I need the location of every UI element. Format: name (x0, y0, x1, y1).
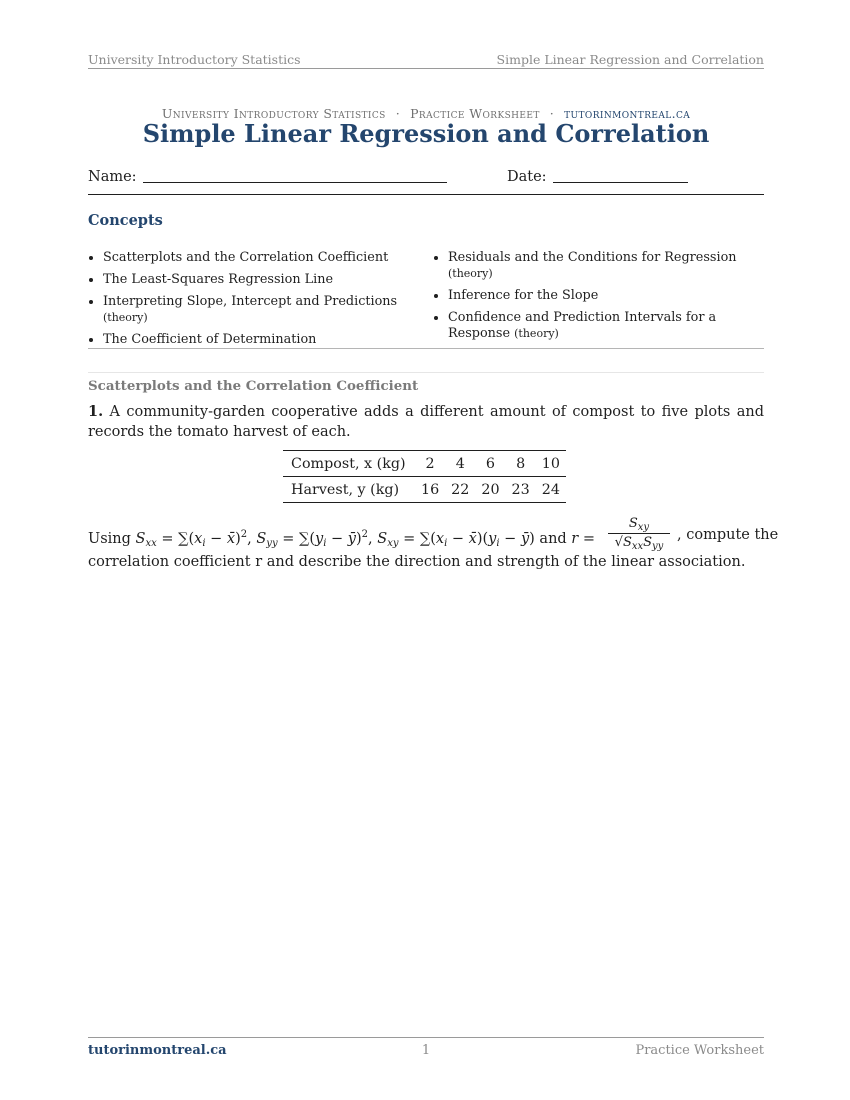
running-header (88, 50, 764, 69)
problem-statement (88, 402, 764, 442)
table-row (283, 451, 566, 477)
bullet-icon (434, 256, 438, 260)
concept-text: The Least-Squares Regression Line (103, 272, 334, 287)
concepts-list-right (433, 250, 764, 348)
divider (88, 348, 764, 349)
divider (88, 194, 764, 195)
concept-text: Interpreting Slope, Intercept and Predictions (103, 294, 398, 309)
theory-tag: (theory) (448, 267, 493, 280)
date-blank-line[interactable] (553, 167, 688, 183)
table-cell: 8 (506, 451, 536, 477)
formula-line: Using $S_{xx} = \sum(x_i$ − x̄)$^2$, $S_{yy} = \sum(y_i$ − ȳ)$^2$, $S_{xy} = \sum(x_i$ − $x̄)(y_i$ − ȳ) and r = (88, 529, 595, 549)
name-field[interactable] (88, 167, 447, 185)
footer-divider (88, 1037, 764, 1038)
kicker-separator: · (549, 106, 555, 121)
concepts-heading: Concepts (88, 212, 163, 229)
footer-site-link[interactable]: tutorinmontreal.ca (88, 1043, 227, 1058)
concept-item (433, 250, 764, 282)
running-header-left: University Introductory Statistics (88, 52, 301, 67)
formula-line-2: correlation coefficient r and describe the direction and strength of the linear association. (88, 554, 746, 570)
concept-text: Residuals and the Conditions for Regression (448, 250, 737, 265)
formula-after: , compute the (677, 527, 779, 543)
kicker-course: University Introductory Statistics (161, 106, 386, 121)
theory-tag: (theory) (103, 311, 148, 324)
table-cell: 2 (415, 451, 445, 477)
page-number: 1 (421, 1043, 431, 1058)
name-blank-line[interactable] (143, 167, 447, 183)
date-label: Date: (507, 169, 547, 185)
table-cell: 20 (475, 477, 505, 503)
date-field[interactable] (507, 167, 688, 185)
concept-text: Confidence and Prediction Intervals for a Response (448, 310, 717, 341)
name-label: Name: (88, 169, 137, 185)
concept-text: The Coefficient of Determination (103, 332, 317, 347)
table-cell: 16 (415, 477, 445, 503)
divider (88, 372, 764, 373)
formula-and: and (539, 531, 567, 547)
table-cell: 6 (475, 451, 505, 477)
concept-item (433, 310, 764, 342)
footer-right: Practice Worksheet (635, 1043, 764, 1058)
table-cell: 4 (445, 451, 475, 477)
concept-text: Inference for the Slope (448, 288, 599, 303)
theory-tag: (theory) (514, 327, 559, 340)
bullet-icon (89, 338, 93, 342)
concept-item (88, 294, 423, 326)
running-header-right: Simple Linear Regression and Correlation (496, 52, 764, 67)
concept-item (88, 272, 423, 288)
data-table (283, 450, 566, 503)
bullet-icon (434, 316, 438, 320)
problem-text: A community-garden cooperative adds a different amount of compost to five plots and records the tomato harvest of each. (88, 404, 765, 440)
concept-item (88, 250, 423, 266)
page-title: Simple Linear Regression and Correlation (142, 119, 710, 148)
table-cell: 22 (445, 477, 475, 503)
concept-item (88, 332, 423, 348)
concept-item (433, 288, 764, 304)
bullet-icon (89, 300, 93, 304)
section-heading: Scatterplots and the Correlation Coefficient (88, 378, 419, 394)
table-cell: 24 (536, 477, 566, 503)
row-label: Compost, x (kg) (283, 451, 415, 477)
table-row (283, 477, 566, 503)
kicker-separator: · (395, 106, 401, 121)
row-label: Harvest, y (kg) (283, 477, 415, 503)
concepts-list-left (88, 250, 423, 354)
worksheet-page (88, 0, 779, 1100)
kicker-kind: Practice Worksheet (410, 106, 540, 121)
correlation-fraction: $S_{xy}$ $√S_{xx}S_{yy}$ (608, 516, 670, 550)
concept-text: Scatterplots and the Correlation Coefficient (103, 250, 389, 265)
table-cell: 10 (536, 451, 566, 477)
formula-intro: Using (88, 531, 131, 547)
kicker-site: tutorinmontreal.ca (564, 106, 691, 121)
bullet-icon (89, 256, 93, 260)
bullet-icon (434, 294, 438, 298)
bullet-icon (89, 278, 93, 282)
table-cell: 23 (506, 477, 536, 503)
problem-number: 1. (88, 403, 104, 420)
